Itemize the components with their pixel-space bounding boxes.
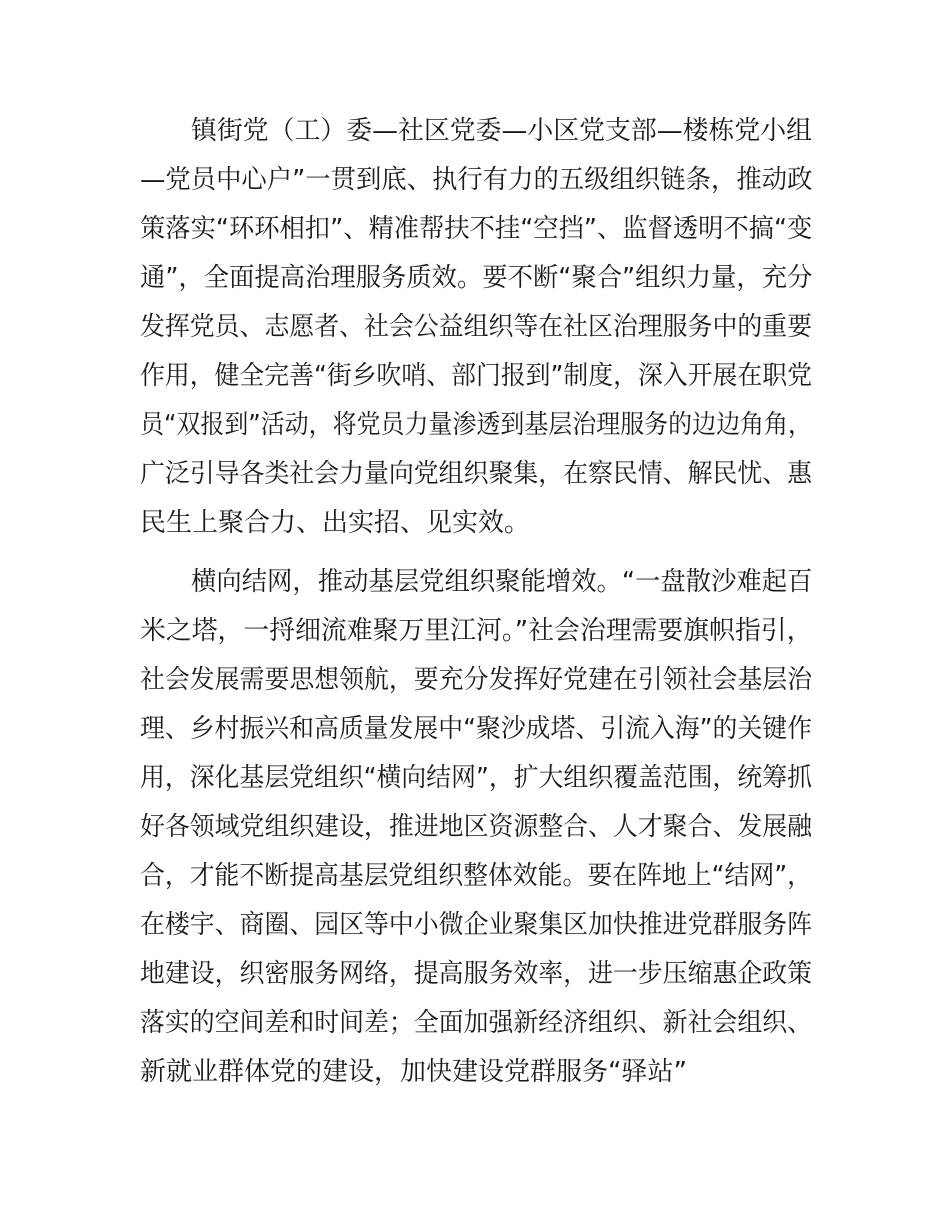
paragraph-line: 社会发展需要思想领航，要充分发挥好党建在引领社会基层治: [140, 665, 813, 695]
paragraph-line: 用，深化基层党组织“横向结网”，扩大组织覆盖范围，统筹抓: [140, 763, 812, 793]
paragraph-line: 在楼宇、商圈、园区等中小微企业聚集区加快推进党群服务阵: [140, 910, 813, 940]
paragraph-line: 新就业群体党的建设，加快建设党群服务“驿站”: [140, 1057, 687, 1087]
paragraph-line: 合，才能不断提高基层党组织整体效能。要在阵地上“结网”，: [140, 861, 812, 891]
paragraph-line: —党员中心户”一贯到底、执行有力的五级组织链条，推动政: [140, 165, 813, 195]
paragraph-line: 策落实“环环相扣”、精准帮扶不挂“空挡”、监督透明不搞“变: [140, 214, 813, 244]
paragraph-line: 通”，全面提高治理服务质效。要不断“聚合”组织力量，充分: [140, 263, 813, 293]
paragraph-line: 作用，健全完善“街乡吹哨、部门报到”制度，深入开展在职党: [140, 361, 812, 391]
paragraph-line: 理、乡村振兴和高质量发展中“聚沙成塔、引流入海”的关键作: [140, 714, 812, 744]
paragraph-line: 广泛引导各类社会力量向党组织聚集，在察民情、解民忧、惠: [140, 459, 813, 489]
paragraph-line: 落实的空间差和时间差；全面加强新经济组织、新社会组织、: [140, 1008, 813, 1038]
paragraph-line: 地建设，织密服务网络，提高服务效率，进一步压缩惠企政策: [140, 959, 813, 989]
paragraph-line: 横向结网，推动基层党组织聚能增效。“一盘散沙难起百: [191, 567, 813, 597]
paragraph-line: 发挥党员、志愿者、社会公益组织等在社区治理服务中的重要: [140, 312, 813, 342]
paragraph-line: 镇街党（工）委—社区党委—小区党支部—楼栋党小组: [191, 116, 813, 146]
paragraph-line: 好各领域党组织建设，推进地区资源整合、人才聚合、发展融: [140, 812, 813, 842]
paragraph-line: 民生上聚合力、出实招、见实效。: [140, 508, 531, 538]
paragraph-line: 米之塔，一捋细流难聚万里江河。”社会治理需要旗帜指引，: [140, 616, 813, 646]
paragraph-line: 员“双报到”活动，将党员力量渗透到基层治理服务的边边角角，: [140, 410, 812, 440]
